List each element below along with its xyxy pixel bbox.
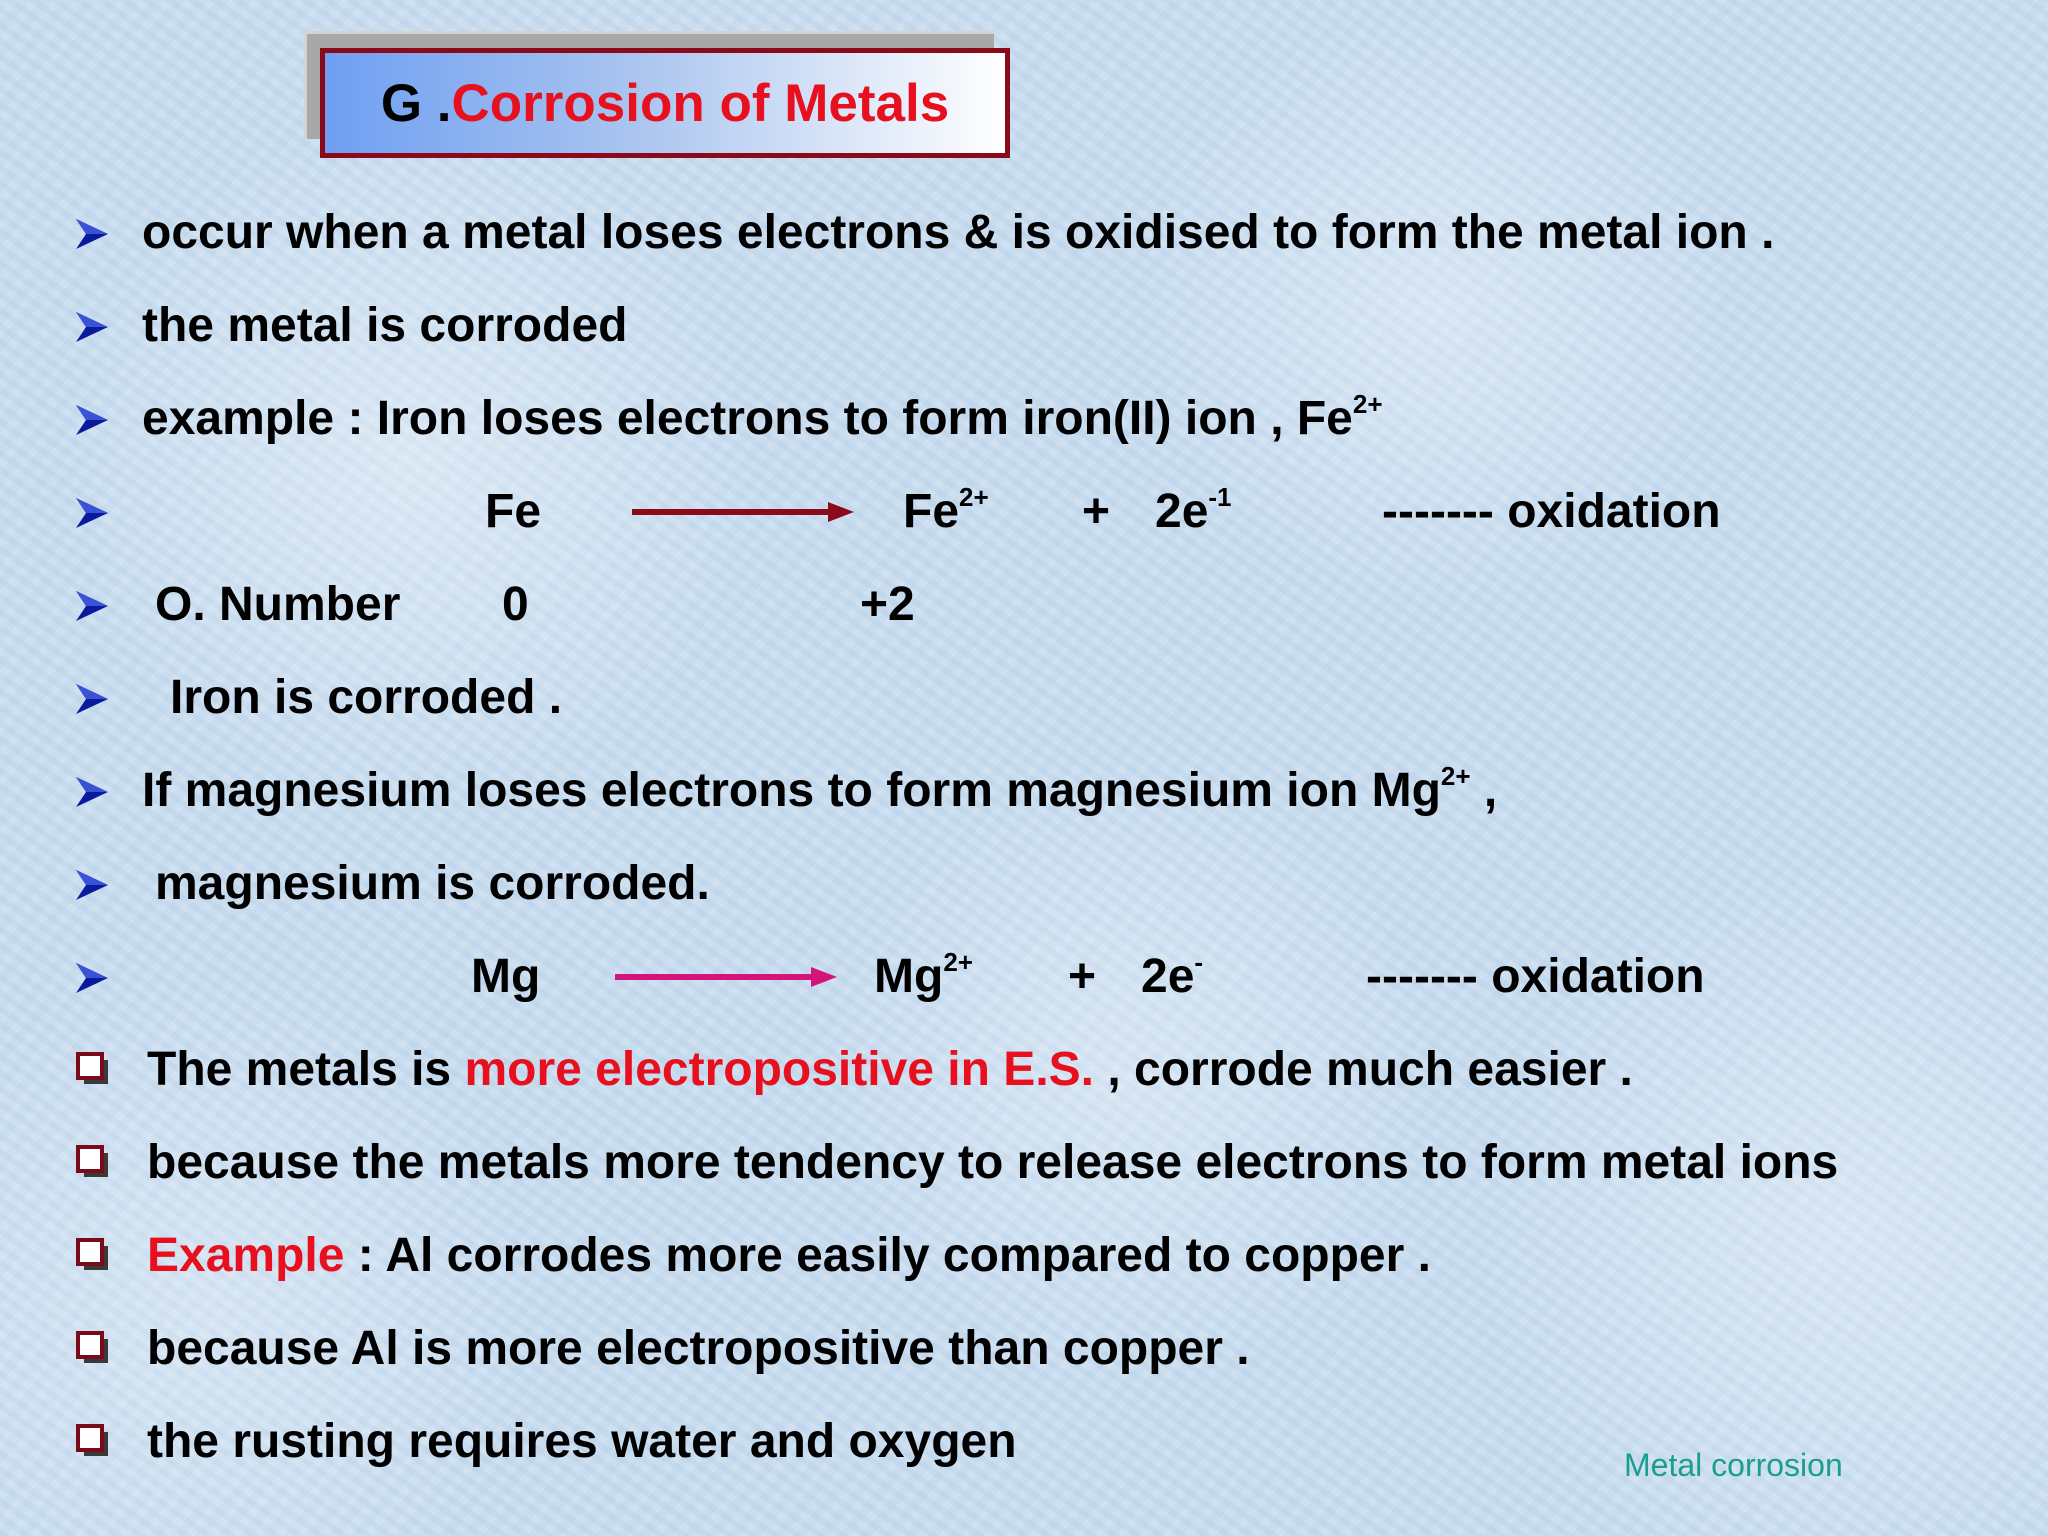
bullet-text-main: example : Iron loses electrons to form iron(II) ion , Fe — [142, 392, 1353, 445]
arrowhead-bullet-icon — [74, 682, 110, 716]
bullet-text — [142, 389, 1383, 449]
bullet-line-3 — [0, 389, 2048, 449]
equation-label: ------- oxidation — [1366, 950, 1705, 1003]
check-line-2 — [0, 1133, 2048, 1193]
check-line-1 — [0, 1040, 2048, 1100]
title-prefix: G . — [380, 73, 452, 133]
charge-superscript: 2+ — [959, 482, 989, 512]
product-symbol: Mg — [874, 950, 944, 1003]
equation-electrons — [1155, 482, 1232, 542]
check-text-b: : Al corrodes more easily compared to copper . — [344, 1229, 1431, 1282]
arrowhead-bullet-icon — [74, 310, 110, 344]
equation-plus: + — [1068, 950, 1097, 1003]
arrowhead-bullet-icon — [74, 868, 110, 902]
slide-title — [320, 48, 1010, 158]
arrowhead-bullet-icon — [74, 775, 110, 809]
check-text-b: , corrode much easier . — [1094, 1043, 1633, 1096]
equation-line-fe — [0, 482, 2048, 542]
bullet-text-tail: , — [1470, 764, 1498, 817]
check-line-4 — [0, 1319, 2048, 1379]
arrowhead-bullet-icon — [74, 496, 110, 530]
charge-superscript: 2+ — [943, 947, 973, 977]
square-bullet-icon — [76, 1052, 110, 1086]
bullet-line-2 — [0, 296, 2048, 356]
equation-plus: + — [1082, 485, 1111, 538]
check-text-a: The metals is — [147, 1043, 465, 1096]
equation-reactant: Fe — [485, 485, 542, 538]
oxidation-number-label: O. Number — [155, 578, 401, 631]
bullet-line-1 — [0, 203, 2048, 263]
bullet-text: magnesium is corroded. — [155, 857, 710, 910]
bullet-text-main: If magnesium loses electrons to form magnesium ion Mg — [142, 764, 1441, 817]
check-text: the rusting requires water and oxygen — [147, 1415, 1017, 1468]
oxidation-number-product: +2 — [860, 578, 915, 631]
arrowhead-bullet-icon — [74, 217, 110, 251]
arrowhead-bullet-icon — [74, 589, 110, 623]
product-symbol: Fe — [903, 485, 960, 538]
electron-symbol: 2e — [1141, 950, 1195, 1003]
equation-reactant: Mg — [471, 950, 541, 1003]
square-bullet-icon — [76, 1238, 110, 1272]
equation-label: ------- oxidation — [1382, 485, 1721, 538]
charge-superscript: 2+ — [1352, 389, 1383, 419]
footer-label: Metal corrosion — [1624, 1447, 1843, 1483]
check-text — [147, 1040, 1633, 1100]
square-bullet-icon — [76, 1145, 110, 1179]
check-text: because the metals more tendency to release electrons to form metal ions — [147, 1136, 1839, 1189]
square-bullet-icon — [76, 1424, 110, 1458]
equation-electrons — [1141, 947, 1203, 1007]
title-main: Corrosion of Metals — [451, 73, 950, 133]
reaction-arrow-icon — [630, 492, 856, 532]
charge-superscript: -1 — [1208, 482, 1232, 512]
highlight-text: Example — [147, 1229, 345, 1282]
reaction-arrow-icon — [613, 957, 839, 997]
arrowhead-bullet-icon — [74, 403, 110, 437]
electron-symbol: 2e — [1155, 485, 1209, 538]
check-text — [147, 1226, 1431, 1286]
equation-line-mg — [0, 947, 2048, 1007]
square-bullet-icon — [76, 1331, 110, 1365]
bullet-text: the metal is corroded — [142, 299, 628, 352]
equation-product — [903, 482, 989, 542]
bullet-line-6 — [0, 668, 2048, 728]
charge-superscript: 2+ — [1440, 761, 1471, 791]
equation-product — [874, 947, 973, 1007]
bullet-line-7 — [0, 761, 2048, 821]
oxidation-number-reactant: 0 — [502, 578, 529, 631]
bullet-text: occur when a metal loses electrons & is oxidised to form the metal ion . — [142, 206, 1775, 259]
bullet-line-8 — [0, 854, 2048, 914]
oxidation-number-line — [0, 575, 2048, 635]
bullet-text — [142, 761, 1497, 821]
arrowhead-bullet-icon — [74, 961, 110, 995]
highlight-text: more electropositive in E.S. — [464, 1043, 1094, 1096]
check-text: because Al is more electropositive than copper . — [147, 1322, 1250, 1375]
charge-superscript: - — [1194, 947, 1204, 977]
bullet-text: Iron is corroded . — [170, 671, 563, 724]
check-line-3 — [0, 1226, 2048, 1286]
